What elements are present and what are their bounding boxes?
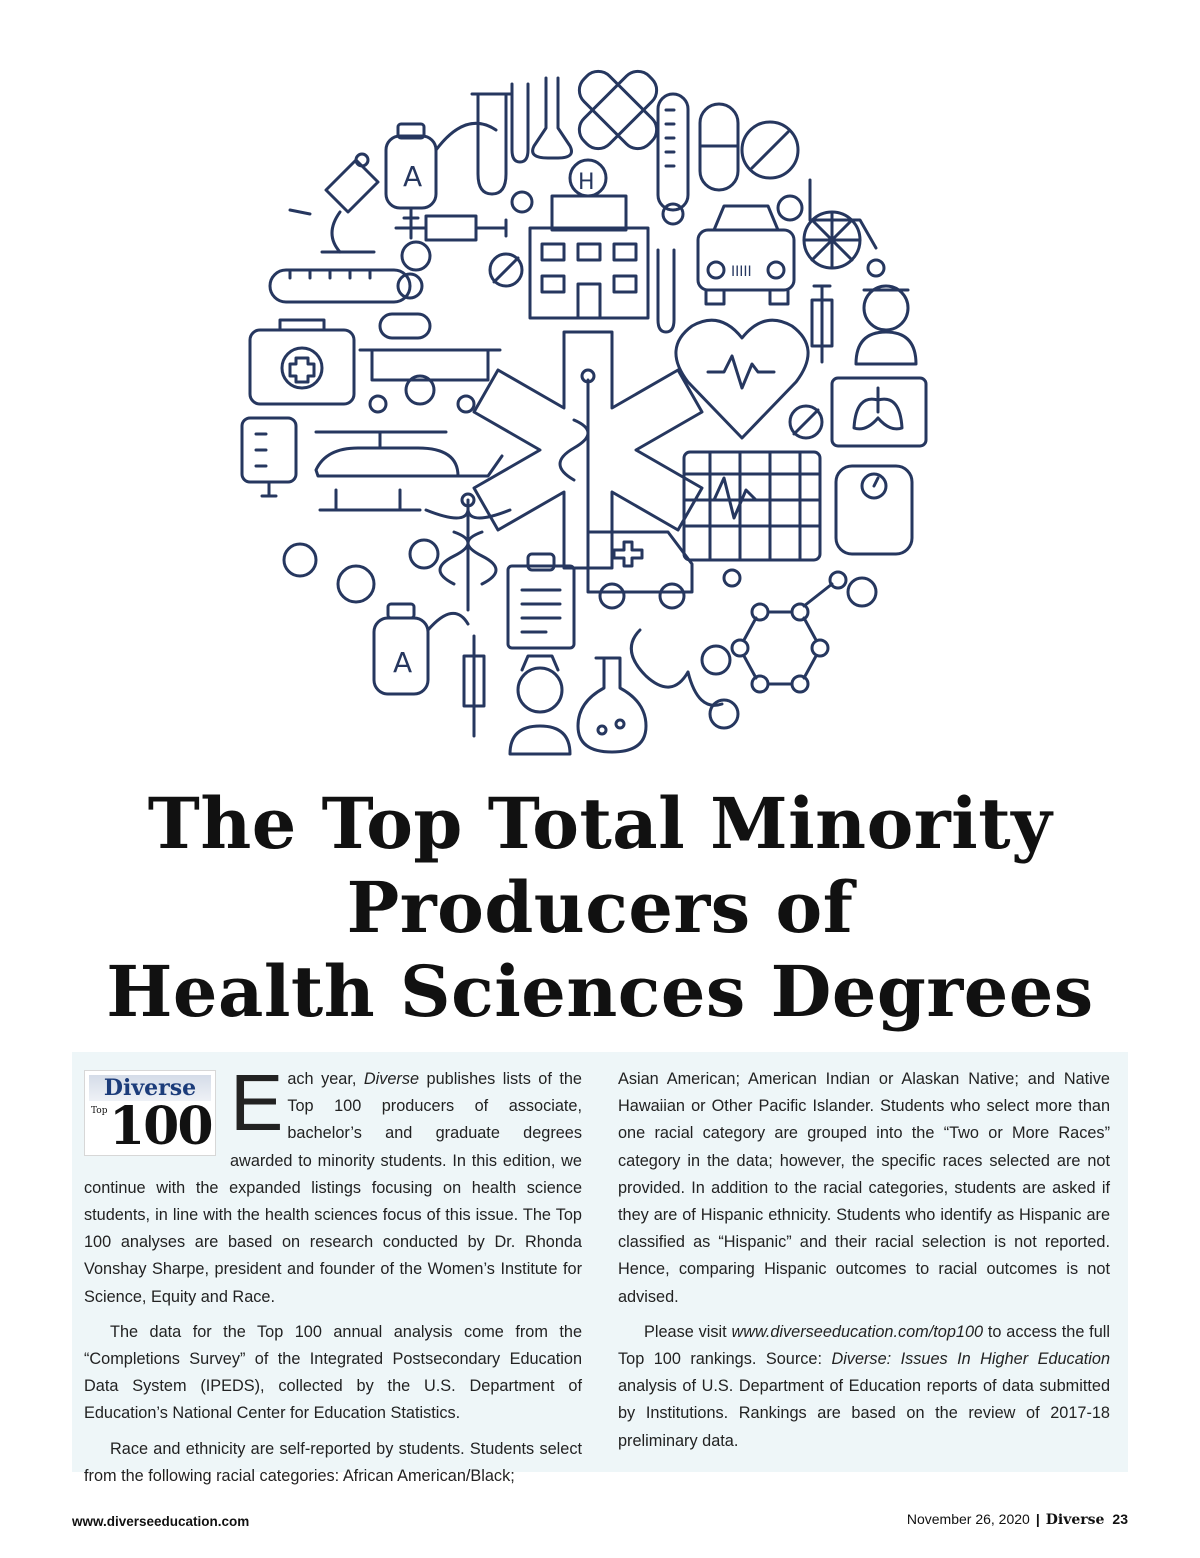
title-line-3: Health Sciences Degrees xyxy=(106,950,1094,1033)
logo-brand: Diverse xyxy=(89,1075,211,1101)
drop-cap: E xyxy=(230,1058,284,1147)
page-title xyxy=(0,782,1200,1034)
heart-monitor-icon xyxy=(684,452,820,560)
intro-column-left xyxy=(84,1058,582,1498)
intro-brand: Diverse xyxy=(363,1070,420,1088)
paragraph-data-source: The data for the Top 100 annual analysis come from the “Completions Survey” of the Integrated Postsecondary Education Data System (IPEDS), collected by the U.S. Department of Education’s National Center for Education Statistics. xyxy=(84,1322,582,1423)
syringe-vertical-icon xyxy=(812,286,832,362)
stethoscope-icon xyxy=(631,630,738,728)
intro-text-b: publishes lists of the Top 100 producers of associate, bachelor’s and graduate degrees awarded to minority students. In this edition, we continue with the expanded listings focusing on health science students, in line with the health sciences focus of this issue. The Top 100 analyses are based on research conducted by Dr. Rhonda Vonshay Sharpe, president and founder of the Women’s Institute for Science, Equity and Race. xyxy=(84,1070,582,1306)
iv-bag-bottom-label: A xyxy=(393,646,413,679)
thermometer-horizontal-icon xyxy=(270,270,422,302)
footer-date: November 26, 2020 xyxy=(906,1511,1030,1527)
logo-side-text: Top xyxy=(91,1106,108,1116)
doctor-icon xyxy=(856,286,916,364)
flask-icon xyxy=(578,658,646,752)
title-line-1: The Top Total Minority xyxy=(147,782,1053,865)
paragraph-racial-categories: Asian American; American Indian or Alaskan Native; and Native Hawaiian or Other Pacific Islander. Students who select more than one racial category are grouped into the “Two or More Races” category in the data; however, the specific races selected are not provided. In addition to the racial categories, students are asked if they are of Hispanic ethnicity. Students who identify as Hispanic are classified as “Hispanic” and their racial selection is not reported. Hence, comparing Hispanic outcomes to racial outcomes is not advised. xyxy=(618,1070,1110,1306)
rankings-text-a: Please visit xyxy=(644,1322,732,1341)
thermometer-icon xyxy=(658,94,688,224)
stretcher-icon xyxy=(360,314,500,412)
ambulance-front-icon xyxy=(698,206,794,304)
medical-icons-illustration xyxy=(236,60,962,760)
rankings-link[interactable]: www.diverseeducation.com/top100 xyxy=(731,1322,984,1341)
rankings-text-c: analysis of U.S. Department of Education reports of data submitted by Institutions. Rankings are based on the review of 2017-18 preliminary data. xyxy=(618,1377,1110,1450)
monitor-label: IIIII xyxy=(731,264,752,280)
rankings-text-b: to access the full Top 100 rankings. Source: xyxy=(618,1322,1110,1369)
footer-page-number: 23 xyxy=(1112,1511,1128,1527)
logo-number: 100 xyxy=(109,1096,212,1157)
paragraph-rankings xyxy=(618,1319,1110,1455)
scale-icon xyxy=(836,466,912,554)
first-aid-kit-icon xyxy=(250,320,354,404)
ambulance-icon xyxy=(588,532,692,608)
pill-icon xyxy=(742,122,798,178)
intro-text-a: ach year, xyxy=(287,1070,364,1088)
diverse-top-100-logo xyxy=(84,1070,216,1156)
test-tubes-icon xyxy=(472,78,572,194)
heart-icon xyxy=(676,320,808,438)
lungs-xray-icon xyxy=(832,378,926,446)
footer-magazine: Diverse xyxy=(1045,1512,1105,1528)
wheelchair-icon xyxy=(804,180,884,276)
intro-panel xyxy=(72,1052,1128,1485)
capsule-icon xyxy=(700,104,738,190)
footer-separator: | xyxy=(1035,1511,1040,1527)
pill-small-icon xyxy=(490,254,822,438)
iv-bag-label: A xyxy=(403,160,423,193)
hospital-label: H xyxy=(578,170,595,195)
footer-website[interactable]: www.diverseeducation.com xyxy=(72,1514,250,1529)
iv-bag-bottom-icon xyxy=(374,604,468,694)
nurse-icon xyxy=(510,656,570,754)
footer-info xyxy=(907,1511,1128,1528)
title-line-2: Producers of xyxy=(346,866,854,949)
intro-column-right xyxy=(618,1066,1110,1463)
syringe-bottom-icon xyxy=(464,636,484,736)
microscope-icon xyxy=(290,154,378,252)
paragraph-race-ethnicity: Race and ethnicity are self-reported by students. Students select from the following racial categories: African American/Black; xyxy=(84,1439,582,1485)
rankings-source: Diverse: Issues In Higher Education xyxy=(831,1350,1110,1369)
molecule-icon xyxy=(732,572,846,692)
test-tube-right-icon xyxy=(658,250,674,332)
bandage-icon xyxy=(553,60,683,175)
iv-drip-icon xyxy=(242,418,296,496)
